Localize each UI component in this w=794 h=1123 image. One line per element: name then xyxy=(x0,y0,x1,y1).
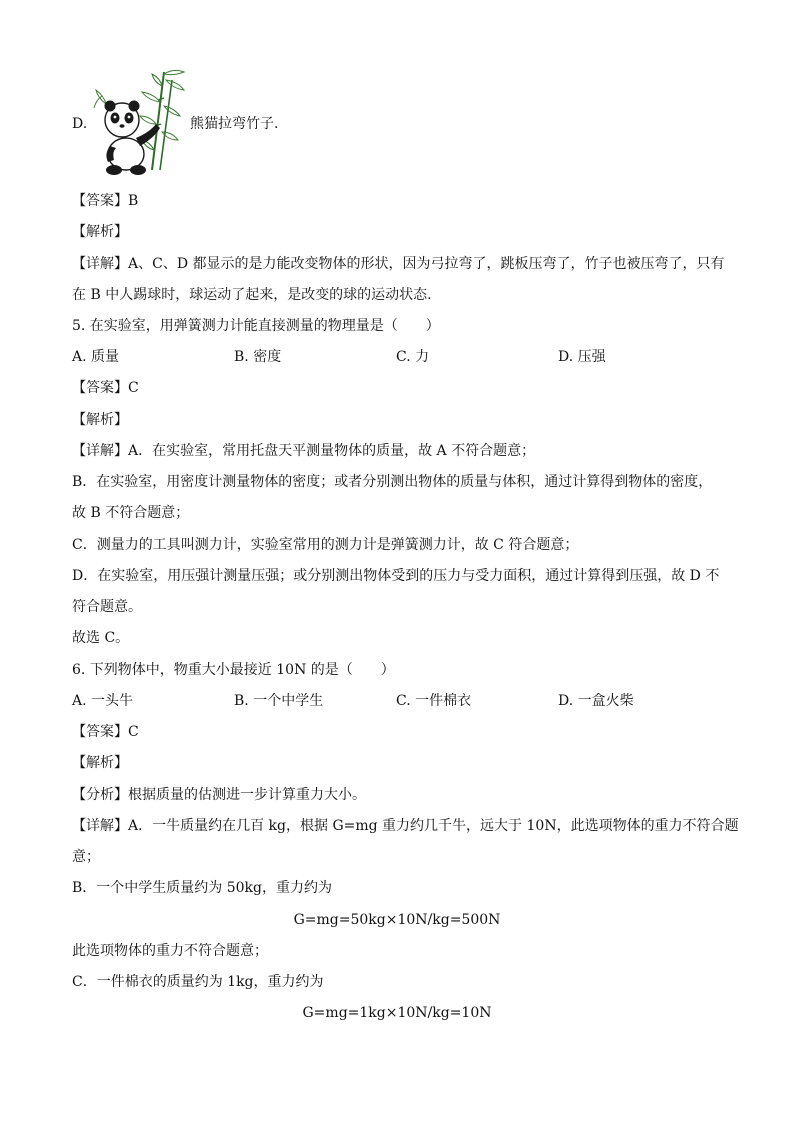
q6-question: 6. 下列物体中，物重大小最接近 10N 的是（ ） xyxy=(72,662,395,678)
q5-option-c: C. 力 xyxy=(396,349,430,365)
q4-answer: 【答案】B xyxy=(72,193,139,209)
q6-formula-b: G=mg=50kg×10N/kg=500N xyxy=(293,912,501,928)
q5-option-a: A. 质量 xyxy=(72,349,120,365)
q5-option-b: B. 密度 xyxy=(234,349,282,365)
q6-option-b: B. 一个中学生 xyxy=(234,693,324,709)
q5-detail-a: 【详解】A．在实验室，常用托盘天平测量物体的质量，故 A 不符合题意； xyxy=(72,443,536,459)
q5-detail-c: C．测量力的工具叫测力计，实验室常用的测力计是弹簧测力计，故 C 符合题意； xyxy=(72,537,579,553)
q6-analysis-heading: 【解析】 xyxy=(72,755,128,771)
q5-detail-b-line-2: 故 B 不符合题意； xyxy=(72,505,190,521)
q5-detail-d-line-2: 符合题意。 xyxy=(72,599,142,615)
q5-detail-b-line-1: B．在实验室，用密度计测量物体的密度；或者分别测出物体的质量与体积，通过计算得到物体的密度， xyxy=(72,474,713,490)
q5-answer: 【答案】C xyxy=(72,380,139,396)
q4-option-d-label: D. xyxy=(72,116,88,132)
q6-detail-c-line-1: C．一件棉衣的质量约为 1kg，重力约为 xyxy=(72,974,324,990)
q4-detail-line-1: 【详解】A、C、D 都显示的是力能改变物体的形状，因为弓拉弯了，跳板压弯了，竹子也被压弯了，只有 xyxy=(72,256,725,272)
q6-detail-b-line-2: 此选项物体的重力不符合题意； xyxy=(72,943,268,959)
q6-option-c: C. 一件棉衣 xyxy=(396,693,472,709)
q5-option-d: D. 压强 xyxy=(558,349,606,365)
q6-detail-a-line-2: 意； xyxy=(72,849,100,865)
q5-analysis-heading: 【解析】 xyxy=(72,412,128,428)
q6-option-a: A. 一头牛 xyxy=(72,693,134,709)
q6-detail-b-line-1: B．一个中学生质量约为 50kg，重力约为 xyxy=(72,880,332,896)
q6-detail-a-line-1: 【详解】A．一牛质量约在几百 kg，根据 G=mg 重力约几千牛，远大于 10N，此选项物体的重力不符合题 xyxy=(72,818,739,834)
q4-detail-line-2: 在 B 中人踢球时，球运动了起来，是改变的球的运动状态. xyxy=(72,287,432,303)
q6-answer: 【答案】C xyxy=(72,724,139,740)
q5-detail-d-line-1: D．在实验室，用压强计测量压强；或分别测出物体受到的压力与受力面积，通过计算得到压强，故 D 不 xyxy=(72,568,720,584)
q6-option-d: D. 一盒火柴 xyxy=(558,693,634,709)
panda-bamboo-icon xyxy=(92,66,188,178)
q4-option-d-caption: 熊猫拉弯竹子. xyxy=(190,116,279,132)
q5-conclusion: 故选 C。 xyxy=(72,630,130,646)
q6-analysis-note: 【分析】根据质量的估测进一步计算重力大小。 xyxy=(72,787,366,803)
q5-question: 5. 在实验室，用弹簧测力计能直接测量的物理量是（ ） xyxy=(72,318,440,334)
q6-formula-c: G=mg=1kg×10N/kg=10N xyxy=(302,1005,492,1021)
q4-analysis-heading: 【解析】 xyxy=(72,224,128,240)
